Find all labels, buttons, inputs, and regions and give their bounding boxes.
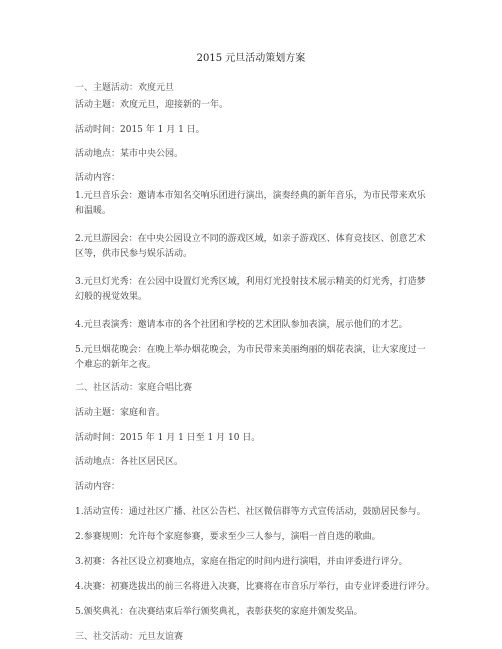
- section2-list-item: 4.决赛：初赛选拔出的前三名将进入决赛，比赛将在市音乐厅举行，由专业评委进行评分。: [75, 582, 435, 592]
- section1-place: 活动地点：某市中央公园。: [75, 149, 184, 159]
- section1-list-item: [75, 344, 435, 373]
- section1-list-item: [75, 190, 435, 219]
- section2-list-item: 1.活动宣传：通过社区广播、社区公告栏、社区微信群等方式宣传活动，鼓励居民参与。: [75, 507, 426, 517]
- section1-theme: 活动主题：欢度元旦，迎接新的一年。: [75, 100, 229, 110]
- section3-heading: 三、社交活动：元旦友谊赛: [75, 632, 184, 642]
- section2-list-item: 3.初赛：各社区设立初赛地点，家庭在指定的时间内进行演唱，并由评委进行评分。: [75, 557, 408, 567]
- list-item-line: 个难忘的新年之夜。: [75, 359, 157, 370]
- section1-list-item: [75, 319, 435, 334]
- list-item-line: 1.元旦音乐会：邀请本市知名交响乐团进行演出，演奏经典的新年音乐，为市民带来欢乐: [75, 191, 426, 201]
- list-item-line: 5.元旦烟花晚会：在晚上举办烟花晚会，为市民带来美丽绚丽的烟花表演，让大家度过一: [75, 345, 426, 355]
- list-item-line: 幻般的视觉效果。: [75, 291, 148, 302]
- list-item-line: 和温暖。: [75, 205, 112, 216]
- section2-theme: 活动主题：家庭和音。: [75, 408, 166, 418]
- list-item-line: 2.元旦游园会：在中央公园设立不同的游戏区域，如亲子游戏区、体育竞技区、创意艺术: [75, 234, 426, 244]
- section1-list-item: [75, 233, 435, 262]
- section1-time: 活动时间：2015 年 1 月 1 日。: [75, 125, 205, 135]
- list-item-line: 3.元旦灯光秀：在公园中设置灯光秀区域，利用灯光投射技术展示精美的灯光秀，打造梦: [75, 277, 426, 287]
- section1-list-item: [75, 276, 435, 305]
- section1-heading: 一、主题活动：欢度元旦: [75, 83, 175, 93]
- list-item-line: 区等，供市民参与娱乐活动。: [75, 248, 193, 259]
- list-item-line: 4.元旦表演秀：邀请本市的各个社团和学校的艺术团队参加表演，展示他们的才艺。: [75, 320, 408, 330]
- section2-list-item: 2.参赛规则：允许每个家庭参赛，要求至少三人参与，演唱一首自选的歌曲。: [75, 532, 381, 542]
- document-title: 2015 元旦活动策划方案: [196, 53, 306, 64]
- section2-content-label: 活动内容：: [75, 482, 121, 492]
- section2-list-item: 5.颁奖典礼：在决赛结束后举行颁奖典礼，表彰获奖的家庭并颁发奖品。: [75, 607, 363, 617]
- section2-place: 活动地点：各社区居民区。: [75, 457, 184, 467]
- section2-time: 活动时间：2015 年 1 月 1 日至 1 月 10 日。: [75, 433, 261, 443]
- section1-content-label: 活动内容：: [75, 173, 121, 183]
- section2-heading: 二、社区活动：家庭合唱比赛: [75, 383, 193, 393]
